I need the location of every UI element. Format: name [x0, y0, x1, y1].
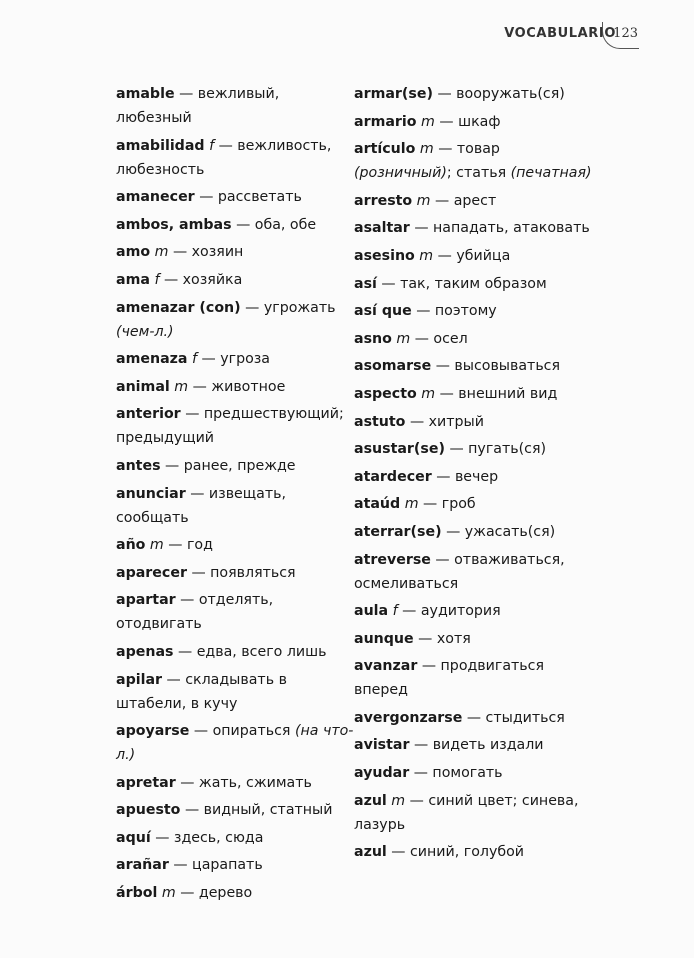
entry-usage-note: (чем-л.)	[116, 323, 174, 340]
entry-headword: árbol	[116, 885, 158, 902]
dictionary-entry	[354, 327, 594, 351]
entry-grammar-mark: m	[416, 113, 435, 130]
entry-translation: — вооружать(ся)	[432, 86, 565, 102]
entry-grammar-mark: m	[145, 537, 164, 554]
entry-translation: — появляться	[186, 564, 296, 581]
dictionary-entry	[116, 588, 356, 636]
dictionary-entry	[116, 347, 356, 371]
dictionary-entry	[116, 375, 356, 399]
dictionary-entry	[354, 599, 594, 623]
entry-translation: — здесь, сюда	[150, 829, 264, 846]
entry-translation: — вежливость, любезность	[116, 137, 332, 178]
entry-headword: apenas	[116, 643, 174, 660]
entry-translation: — год	[163, 537, 213, 554]
entry-usage-note: (печатная)	[510, 165, 592, 182]
dictionary-entry	[354, 410, 594, 434]
entry-headword: ama	[116, 271, 150, 288]
entry-usage-note: (розничный)	[354, 165, 447, 182]
entry-translation: — пугать(ся)	[444, 441, 547, 458]
entry-translation: — предшествующий; предыдущий	[116, 406, 344, 447]
entry-headword: azul	[354, 844, 387, 861]
entry-translation: — нападать, атаковать	[409, 220, 590, 237]
entry-grammar-mark: f	[204, 137, 215, 154]
entry-translation: — отделять, отодвигать	[116, 592, 274, 633]
entry-headword: amenazar (con)	[116, 299, 241, 316]
entry-translation: — дерево	[175, 885, 253, 902]
entry-translation: — складывать в штабели, в кучу	[116, 671, 287, 712]
dictionary-entry	[354, 492, 594, 516]
entry-translation: — ужасать(ся)	[441, 523, 556, 540]
dictionary-entry	[354, 706, 594, 730]
dictionary-entry	[116, 826, 356, 850]
dictionary-entry	[116, 134, 356, 182]
entry-headword: azul	[354, 792, 387, 809]
dictionary-entry	[354, 733, 594, 757]
entry-grammar-mark: m	[414, 247, 434, 264]
entry-grammar-mark: m	[416, 385, 436, 402]
left-column	[116, 82, 356, 909]
entry-translation: — аудитория	[397, 603, 501, 620]
entry-translation: — извещать, сообщать	[116, 485, 286, 526]
dictionary-entry	[354, 761, 594, 785]
entry-grammar-mark: f	[149, 271, 160, 288]
dictionary-entry	[116, 296, 356, 344]
dictionary-entry	[116, 454, 356, 478]
entry-translation: — хитрый	[405, 413, 484, 430]
entry-headword: asustar(se)	[354, 441, 445, 458]
entry-translation: — вечер	[431, 468, 499, 485]
entry-headword: apilar	[116, 671, 163, 688]
entry-headword: anterior	[116, 406, 181, 423]
entry-translation: — вежливый, любезный	[116, 86, 280, 126]
entry-translation: — высовываться	[431, 358, 561, 375]
dictionary-entry	[116, 771, 356, 795]
entry-grammar-mark: m	[157, 885, 176, 902]
entry-headword: atreverse	[354, 551, 431, 568]
dictionary-entry	[116, 482, 356, 530]
entry-translation: — хозяин	[168, 244, 244, 261]
entry-translation: — стыдиться	[462, 709, 565, 726]
dictionary-entry	[116, 185, 356, 209]
entry-headword: armario	[354, 113, 417, 130]
entry-headword: asesino	[354, 247, 415, 264]
dictionary-entry	[354, 272, 594, 296]
entry-headword: aparecer	[116, 564, 187, 581]
entry-headword: atardecer	[354, 468, 432, 485]
entry-headword: amo	[116, 244, 151, 261]
dictionary-entry	[354, 840, 594, 864]
entry-headword: avergonzarse	[354, 709, 463, 726]
entry-headword: apuesto	[116, 802, 181, 819]
entry-translation: — внешний вид	[435, 385, 558, 402]
entry-headword: artículo	[354, 141, 416, 158]
entry-grammar-mark: m	[169, 378, 189, 395]
entry-translation: — гроб	[418, 496, 476, 513]
entry-headword: amabilidad	[116, 137, 205, 154]
entry-translation: — угроза	[197, 351, 270, 368]
page-number: 123	[613, 26, 638, 41]
dictionary-entry	[116, 240, 356, 264]
dictionary-entry	[354, 244, 594, 268]
entry-translation: — отваживаться, осмеливаться	[354, 551, 565, 592]
entry-grammar-mark: m	[412, 192, 431, 209]
entry-headword: amenaza	[116, 351, 188, 368]
entry-translation: — товар	[433, 141, 500, 158]
dictionary-entry	[354, 548, 594, 596]
entry-headword: apartar	[116, 592, 176, 609]
dictionary-entry	[354, 627, 594, 651]
entry-headword: asaltar	[354, 220, 410, 237]
entry-grammar-mark: m	[386, 792, 406, 809]
dictionary-entry	[354, 465, 594, 489]
entry-translation: — синий цвет; синева, лазурь	[354, 792, 579, 833]
entry-translation: — помогать	[409, 765, 503, 782]
dictionary-entry	[116, 640, 356, 664]
entry-headword: amanecer	[116, 189, 195, 206]
entry-headword: avanzar	[354, 658, 418, 675]
dictionary-entry	[354, 354, 594, 378]
entry-translation: — хозяйка	[159, 271, 243, 288]
entry-headword: aspecto	[354, 385, 417, 402]
right-column	[354, 82, 594, 868]
dictionary-entry	[354, 189, 594, 213]
entry-headword: anunciar	[116, 485, 186, 502]
entry-translation: — ранее, прежде	[160, 457, 296, 474]
entry-grammar-mark: m	[391, 330, 411, 347]
dictionary-entry	[354, 654, 594, 702]
entry-headword: arresto	[354, 192, 413, 209]
entry-translation: — жать, сжимать	[175, 774, 312, 791]
section-title: VOCABULARIO	[504, 26, 616, 41]
dictionary-entry	[354, 110, 594, 134]
entry-headword: así que	[354, 303, 412, 320]
entry-headword: aula	[354, 603, 389, 620]
entry-translation: — рассветать	[194, 189, 302, 206]
dictionary-entry	[116, 82, 356, 130]
entry-grammar-mark: m	[150, 244, 169, 261]
dictionary-entry	[116, 668, 356, 716]
entry-translation: — осел	[410, 330, 468, 347]
entry-headword: animal	[116, 378, 170, 395]
entry-translation: — поэтому	[411, 303, 497, 320]
entry-translation: — опираться	[189, 723, 295, 740]
entry-headword: así	[354, 275, 377, 292]
entry-translation: — угрожать	[240, 299, 336, 316]
dictionary-entry	[354, 299, 594, 323]
entry-translation: — арест	[430, 192, 497, 209]
entry-grammar-mark: m	[400, 496, 419, 513]
dictionary-entry	[354, 382, 594, 406]
dictionary-entry	[354, 137, 594, 185]
dictionary-entry	[116, 798, 356, 822]
dictionary-entry	[354, 789, 594, 837]
entry-headword: aterrar(se)	[354, 523, 442, 540]
entry-headword: antes	[116, 457, 161, 474]
dictionary-entry	[354, 82, 594, 106]
entry-headword: astuto	[354, 413, 406, 430]
entry-headword: avistar	[354, 737, 410, 754]
entry-grammar-mark: m	[415, 141, 434, 158]
entry-grammar-mark: f	[388, 603, 398, 620]
entry-translation: — продвигаться вперед	[354, 658, 544, 699]
entry-headword: arañar	[116, 857, 169, 874]
entry-translation: — видный, статный	[180, 802, 333, 819]
entry-headword: armar(se)	[354, 86, 433, 102]
entry-headword: ataúd	[354, 496, 401, 513]
dictionary-entry	[116, 268, 356, 292]
dictionary-entry	[116, 881, 356, 905]
entry-usage-note: (на что-л.)	[116, 723, 354, 764]
entry-translation: — шкаф	[434, 113, 501, 130]
entry-translation: — убийца	[433, 247, 511, 264]
entry-grammar-mark: f	[187, 351, 198, 368]
entry-translation: — едва, всего лишь	[173, 643, 327, 660]
entry-translation: — так, таким образом	[376, 275, 547, 292]
entry-headword: ambos, ambas	[116, 216, 232, 233]
entry-headword: amable	[116, 86, 175, 102]
dictionary-entry	[354, 216, 594, 240]
entry-headword: asomarse	[354, 358, 432, 375]
entry-headword: asno	[354, 330, 392, 347]
dictionary-entry	[354, 437, 594, 461]
dictionary-entry	[354, 520, 594, 544]
entry-headword: año	[116, 537, 146, 554]
entry-headword: apoyarse	[116, 723, 190, 740]
entry-headword: apretar	[116, 774, 176, 791]
entry-translation: ; статья	[446, 165, 511, 182]
dictionary-entry	[116, 533, 356, 557]
entry-headword: ayudar	[354, 765, 410, 782]
entry-translation: — оба, обе	[231, 216, 317, 233]
entry-translation: — видеть издали	[409, 737, 544, 754]
entry-translation: — синий, голубой	[386, 844, 525, 861]
dictionary-entry	[116, 561, 356, 585]
entry-headword: aunque	[354, 630, 414, 647]
entry-translation: — хотя	[413, 630, 471, 647]
dictionary-entry	[116, 402, 356, 450]
entry-headword: aquí	[116, 829, 151, 846]
dictionary-entry	[116, 853, 356, 877]
dictionary-entry	[116, 213, 356, 237]
entry-translation: — животное	[188, 378, 286, 395]
entry-translation: — царапать	[168, 857, 263, 874]
dictionary-entry	[116, 719, 356, 767]
